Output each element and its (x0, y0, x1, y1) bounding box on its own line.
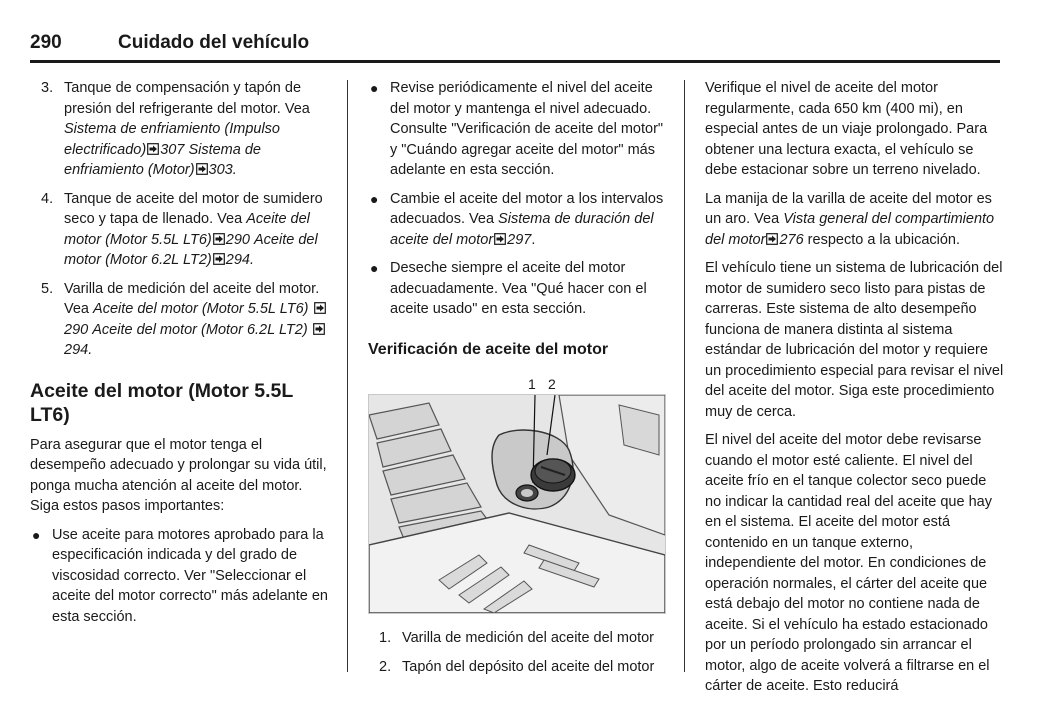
page-arrow-icon (147, 143, 159, 155)
item-number: 4. (41, 190, 54, 207)
list-item: 3. Tanque de compensación y tapón de presión del refrigerante del motor. Vea Sistema de enfriamiento (Impulso electrificado) 307 Sistema de enfriamiento (Motor) 303. (41, 80, 310, 178)
figure-captions (368, 628, 668, 677)
column-divider (347, 80, 348, 672)
item-number: 5. (41, 280, 54, 297)
item-number: 3. (41, 80, 54, 96)
paragraph (705, 189, 1005, 251)
item-text: Varilla de medición del aceite del motor. Vea (64, 280, 320, 317)
page-number: 290 (30, 32, 62, 53)
bullet-text: Use aceite para motores aprobado para la especificación indicada y del grado de viscosidad correcto. Ver "Seleccionar el aceite del motor correcto" más adelante en esta sección. (52, 526, 328, 625)
cross-reference[interactable]: Sistema de enfriamiento (Motor) (64, 141, 261, 178)
bullet-item (368, 78, 668, 181)
page-arrow-icon (313, 323, 325, 335)
page-arrow-icon (314, 302, 326, 314)
section-title: Aceite del motor (Motor 5.5L LT6) (30, 379, 293, 426)
caption-text: Tapón del depósito del aceite del motor (402, 658, 655, 675)
callout-label: 1 (528, 376, 536, 392)
bullet-icon: ● (370, 190, 379, 207)
header-rule (30, 60, 1000, 63)
list-item: 5. Varilla de medición del aceite del motor. Vea Aceite del motor (Motor 5.5L LT6) 290 Aceite del motor (Motor 6.2L LT2) 294. (30, 279, 330, 361)
item-text: Tanque de compensación y tapón de presión del refrigerante del motor. Vea (64, 80, 310, 117)
page-header (30, 28, 1000, 60)
intro-paragraph: Para asegurar que el motor tenga el desempeño adecuado y prolongar su vida útil, ponga mucha atención al aceite del motor. Siga estos pasos importantes: (30, 436, 327, 514)
page-arrow-icon (213, 233, 225, 245)
page-reference[interactable]: 294 (225, 252, 250, 268)
caption-number: 1. (379, 630, 392, 646)
bullet-text: Cambie el aceite del motor a los intervalos adecuados. Vea (390, 190, 664, 227)
chapter-title: Cuidado del vehículo (118, 32, 310, 53)
caption-item (368, 628, 668, 649)
bullet-item (368, 258, 668, 320)
paragraph: El vehículo tiene un sistema de lubricación del motor de sumidero seco listo para pistas de carreras. Este sistema de alto desempeño funciona de manera distinta al sistema estándar de lubricación del motor y requiere un procedimiento especial para revisar el nivel del aceite del motor. Siga este procedimiento muy de cerca. (705, 260, 1004, 420)
caption-text: Varilla de medición del aceite del motor (402, 630, 655, 646)
column-divider (684, 80, 685, 672)
page-reference[interactable]: 276 (779, 231, 804, 248)
list-item: 4. Tanque de aceite del motor de sumidero seco y tapa de llenado. Vea Aceite del motor (Motor 5.5L LT6) 290 Aceite del motor (Motor 6.2L LT2) 294. (41, 190, 323, 268)
page-reference[interactable]: 307 (160, 141, 185, 158)
page-reference[interactable]: 290 (64, 321, 89, 338)
cross-reference[interactable]: Sistema de enfriamiento (Impulso electrificado) (64, 121, 280, 158)
bullet-icon: ● (370, 260, 379, 276)
bullet-item (30, 525, 330, 628)
column-left (30, 78, 330, 635)
caption-number: 2. (379, 658, 392, 675)
page-arrow-icon (494, 233, 506, 245)
cross-reference[interactable]: Vista general del compartimiento del motor (705, 211, 995, 248)
cross-reference[interactable]: Aceite del motor (Motor 6.2L LT2) (64, 231, 318, 268)
column-middle (368, 78, 668, 685)
bullet-text: Revise periódicamente el nivel del aceite del motor y mantenga el nivel adecuado. Consulte "Verificación de aceite del motor" y "Cuándo agregar aceite del motor" más adelante en esta sección. (390, 80, 664, 178)
paragraph: Verifique el nivel de aceite del motor regularmente, cada 650 km (400 mi), en especial antes de un viaje prolongado. Para obtener una lectura exacta, el vehículo se debe estacionar sobre un terreno nivelado. (705, 80, 988, 178)
page-reference[interactable]: 294 (64, 342, 89, 358)
column-right (705, 78, 1005, 705)
bullet-icon: ● (32, 526, 41, 543)
item-text: Tanque de aceite del motor de sumidero seco y tapa de llenado. Vea (64, 190, 323, 227)
page-reference[interactable]: 303 (208, 162, 233, 178)
page-reference[interactable]: 290 (225, 231, 250, 248)
cross-reference[interactable]: Sistema de duración del aceite del motor (390, 211, 654, 248)
caption-item (368, 657, 668, 678)
engine-bay-drawing (369, 395, 665, 613)
page-reference[interactable]: 297 (507, 231, 532, 248)
engine-bay-illustration (368, 394, 666, 614)
paragraph: El nivel del aceite del motor debe revisarse cuando el motor esté caliente. El nivel del aceite frío en el tanque colector seco puede no indicar la cantidad real del aceite que hay en el sistema. El aceite del motor está contenido en un tanque externo, independiente del motor. En condiciones de operación normales, el cárter del aceite que está debajo del motor no contiene nada de aceite. Si el vehículo ha estado estacionado por un período prolongado sin arrancar el motor, algo de aceite volverá a filtrarse en el cárter de aceite. Esto reducirá (705, 432, 992, 694)
subsection-title: Verificación de aceite del motor (368, 340, 609, 358)
cross-reference[interactable]: Aceite del motor (Motor 6.2L LT2) (92, 321, 308, 338)
page-arrow-icon (196, 163, 208, 175)
paragraph-text: respecto a la ubicación. (803, 231, 961, 248)
cross-reference[interactable]: Aceite del motor (Motor 5.5L LT6) (64, 211, 310, 248)
callout-label: 2 (548, 376, 556, 392)
bullet-icon: ● (370, 80, 379, 96)
cross-reference[interactable]: Aceite del motor (Motor 5.5L LT6) (93, 301, 309, 317)
page-arrow-icon (766, 233, 778, 245)
bullet-item: ● Cambie el aceite del motor a los intervalos adecuados. Vea Sistema de duración del aceite del motor 297. (370, 190, 664, 248)
bullet-text: Deseche siempre el aceite del motor adecuadamente. Vea "Qué hacer con el aceite usado" en esta sección. (390, 260, 647, 317)
engine-figure (368, 374, 664, 614)
page-arrow-icon (213, 253, 225, 265)
paragraph-text: La manija de la varilla de aceite del motor es un aro. Vea (705, 190, 992, 227)
